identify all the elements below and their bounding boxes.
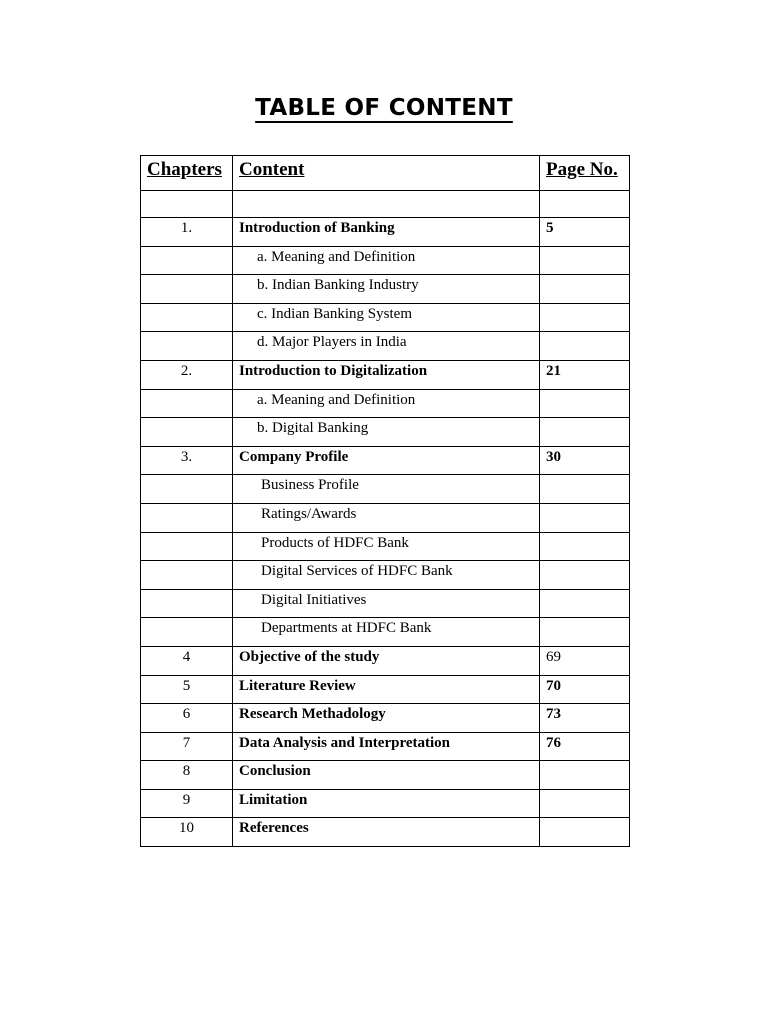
content-title: Research Methadology xyxy=(233,704,540,733)
page-number xyxy=(540,761,630,790)
page-number: 30 xyxy=(540,446,630,475)
page-number xyxy=(540,618,630,647)
page-number: 21 xyxy=(540,360,630,389)
chapter-number: 1. xyxy=(141,218,233,247)
content-title: Digital Services of HDFC Bank xyxy=(233,561,540,590)
chapter-number xyxy=(141,618,233,647)
blank-cell xyxy=(233,191,540,218)
table-row xyxy=(141,475,630,504)
table-row xyxy=(141,732,630,761)
content-title: Ratings/Awards xyxy=(233,503,540,532)
table-row xyxy=(141,618,630,647)
table-row xyxy=(141,589,630,618)
page-number: 76 xyxy=(540,732,630,761)
table-row xyxy=(141,275,630,304)
chapter-number xyxy=(141,275,233,304)
content-title: Objective of the study xyxy=(233,646,540,675)
content-title: Conclusion xyxy=(233,761,540,790)
table-row xyxy=(141,446,630,475)
content-title: a. Meaning and Definition xyxy=(233,389,540,418)
content-title: Literature Review xyxy=(233,675,540,704)
chapter-number: 2. xyxy=(141,360,233,389)
page-number xyxy=(540,818,630,847)
chapter-number xyxy=(141,389,233,418)
page-number xyxy=(540,389,630,418)
table-row xyxy=(141,532,630,561)
chapter-number: 4 xyxy=(141,646,233,675)
chapter-number xyxy=(141,589,233,618)
chapter-number: 9 xyxy=(141,789,233,818)
table-row xyxy=(141,360,630,389)
page-number xyxy=(540,561,630,590)
content-title: Departments at HDFC Bank xyxy=(233,618,540,647)
page-number xyxy=(540,532,630,561)
page-number xyxy=(540,332,630,361)
chapter-number xyxy=(141,332,233,361)
chapter-number xyxy=(141,475,233,504)
toc-body xyxy=(141,156,630,847)
table-row xyxy=(141,761,630,790)
content-title: Introduction of Banking xyxy=(233,218,540,247)
content-title: b. Indian Banking Industry xyxy=(233,275,540,304)
blank-cell xyxy=(540,191,630,218)
table-row xyxy=(141,818,630,847)
chapter-number: 6 xyxy=(141,704,233,733)
content-title: Limitation xyxy=(233,789,540,818)
page-number xyxy=(540,275,630,304)
header-page: Page No. xyxy=(540,156,630,191)
blank-row xyxy=(141,191,630,218)
chapter-number xyxy=(141,303,233,332)
chapter-number: 10 xyxy=(141,818,233,847)
table-row xyxy=(141,646,630,675)
content-title: a. Meaning and Definition xyxy=(233,246,540,275)
table-row xyxy=(141,389,630,418)
header-chapters: Chapters xyxy=(141,156,233,191)
table-row xyxy=(141,303,630,332)
content-title: c. Indian Banking System xyxy=(233,303,540,332)
table-row xyxy=(141,675,630,704)
chapter-number xyxy=(141,532,233,561)
table-row xyxy=(141,246,630,275)
chapter-number xyxy=(141,418,233,447)
content-title: d. Major Players in India xyxy=(233,332,540,361)
page-number xyxy=(540,246,630,275)
content-title: Data Analysis and Interpretation xyxy=(233,732,540,761)
content-title: Company Profile xyxy=(233,446,540,475)
content-title: Products of HDFC Bank xyxy=(233,532,540,561)
content-title: Introduction to Digitalization xyxy=(233,360,540,389)
page-title xyxy=(0,95,768,121)
content-title: Business Profile xyxy=(233,475,540,504)
chapter-number xyxy=(141,503,233,532)
chapter-number xyxy=(141,246,233,275)
table-row xyxy=(141,418,630,447)
content-title: Digital Initiatives xyxy=(233,589,540,618)
page-number xyxy=(540,503,630,532)
chapter-number xyxy=(141,561,233,590)
table-row xyxy=(141,704,630,733)
header-content: Content xyxy=(233,156,540,191)
blank-cell xyxy=(141,191,233,218)
table-row xyxy=(141,789,630,818)
page-title-text: TABLE OF CONTENT xyxy=(255,95,513,121)
page-number: 73 xyxy=(540,704,630,733)
toc-table xyxy=(140,155,630,847)
chapter-number: 5 xyxy=(141,675,233,704)
table-row xyxy=(141,218,630,247)
chapter-number: 8 xyxy=(141,761,233,790)
chapter-number: 3. xyxy=(141,446,233,475)
table-row xyxy=(141,332,630,361)
page-number xyxy=(540,418,630,447)
page-number xyxy=(540,589,630,618)
page-number xyxy=(540,789,630,818)
chapter-number: 7 xyxy=(141,732,233,761)
page-number xyxy=(540,303,630,332)
header-row xyxy=(141,156,630,191)
content-title: References xyxy=(233,818,540,847)
page-number: 70 xyxy=(540,675,630,704)
page-number: 5 xyxy=(540,218,630,247)
table-row xyxy=(141,561,630,590)
page-number xyxy=(540,475,630,504)
table-row xyxy=(141,503,630,532)
content-title: b. Digital Banking xyxy=(233,418,540,447)
page-number: 69 xyxy=(540,646,630,675)
